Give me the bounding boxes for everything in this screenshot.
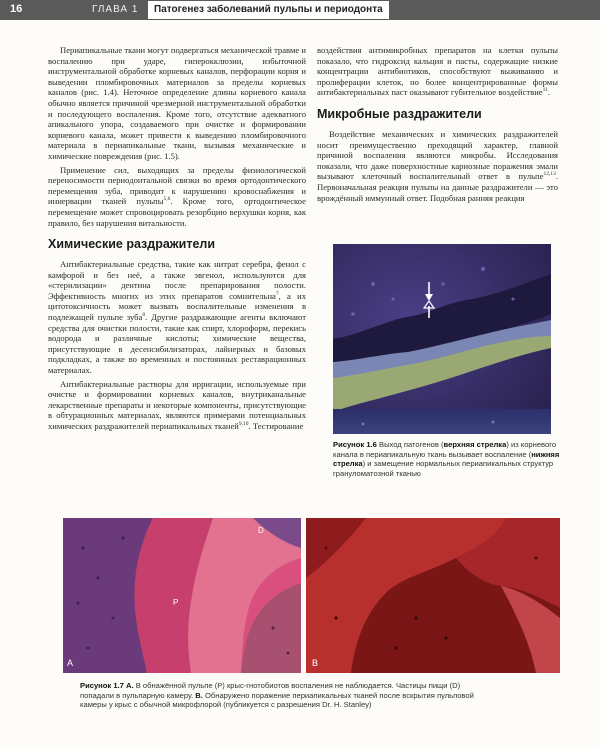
caption-label: Рисунок 1.7 — [80, 681, 124, 690]
histology-image — [333, 244, 551, 434]
label-d: D — [258, 526, 264, 535]
paragraph: Антибактериальные растворы для ирригации, используемые при очистке и формировании корневых каналов, внутриканальные лекарственные препараты и некоторые компоненты, присутствующие в обтурационных материалах, являются примерами потенциальных химических раздражителей периапикальных тканей$^{9,10}$. Тестирование — [48, 378, 306, 431]
figure-1-6-micrograph — [333, 244, 551, 434]
section-heading-chemical: Химические раздражители — [48, 237, 216, 252]
reference-mark: 12,13 — [543, 171, 556, 178]
histology-image-b — [306, 518, 560, 673]
right-text-column — [317, 45, 558, 206]
caption-label: Рисунок 1.6 — [333, 440, 377, 449]
reference-mark: 5,6 — [163, 196, 171, 203]
figure-1-7a-micrograph — [63, 518, 301, 673]
reference-mark: 7 — [275, 291, 279, 298]
paragraph: Антибактериальные средства, такие как нитрат серебра, фенол с камфорой и без неё, а также эвгенол, используются для «стерилизации» дентина после препарирования полости. Эффективность многих из этих препаратов сомнительна$^7$, а их цитотоксичность может вызвать воспалительные изменения в подлежащей пульпе зуба$^8$. Другие раздражающие агенты включают средства для очистки полости, такие как спирт, хлороформ, перекись водорода и различные кислоты; химические вещества, присутствующие в десенсибилизаторах, лайнерных и базовых подкладках, а также во временных и постоянных реставрационных материалах. — [48, 259, 307, 376]
label-p: P — [173, 598, 179, 607]
chapter-title: Патогенез заболеваний пульпы и периодонта — [148, 1, 389, 19]
figure-1-7b-micrograph — [306, 518, 560, 673]
figure-1-7-caption: Рисунок 1.7 A. В обнажённой пульпе (P) крыс-гнотобиотов воспаления не наблюдается. Частицы пищи (D) попадали в пульпарную камеру. B. Обнаружено поражение периапикальных тканей после вскрытия пульповой камеры у крыс с обычной микрофлорой (публикуется с разрешения Dr. H. Stanley) — [80, 681, 474, 710]
running-header — [0, 0, 600, 20]
reference-mark: 8 — [142, 312, 146, 319]
chapter-label: ГЛАВА 1 — [92, 4, 139, 15]
panel-label-a: A — [67, 658, 74, 668]
paragraph: Воздействие механических и химических раздражителей носит преимущественно преходящий характер, главной причиной воспаления являются микробы. Исследования показали, что даже поверхностные кариозные поражения эмали вызывают клеточный воспалительный ответ в пульпе$^{12,13}$. Первоначальная реакция пульпы на данные раздражители — это врождённый иммунный ответ. Подобная ранняя реакция — [317, 128, 558, 203]
figure-1-6-caption: Рисунок 1.6 Выход патогенов (верхняя стрелка) из корневого канала в периапикальную ткань вызывает воспаление (нижняя стрелка) и замещение нормальных периапикальных структур грануломатозной тканью — [333, 440, 560, 478]
left-text-column — [48, 45, 306, 435]
paragraph: воздействия антимикробных препаратов на клетки пульпы показало, что гидроксид кальция и пасты, содержащие низкие концентрации антибиотиков, способствуют выживанию и пролиферации клеток, но более концентрированные формы антибактериальных паст оказывают губительное воздействие$^{11}$. — [317, 45, 558, 98]
reference-mark: 11 — [542, 87, 548, 94]
page-number: 16 — [10, 3, 23, 15]
paragraph: Периапикальные ткани могут подвергаться механической травме и воспалению при ударе, гиперокклюзии, избыточной инструментальной обработке корневых каналов, перфорации корня и выведении пломбировочных материалов за пределы корневых каналов (рис. 1.4). Неточное определение длины корневого канала обычно является причиной чрезмерной инструментальной обработки и последующего воспаления. Кроме того, отсутствие адекватного апикального упора, создаваемого при очистке и формировании корневого канала, может привести к выведению пломбировочного материала в периапикальные ткани, вызывая механические и химические повреждения (рис. 1.5). — [48, 45, 306, 161]
section-heading-microbial: Микробные раздражители — [317, 106, 482, 121]
reference-mark: 9,10 — [238, 421, 249, 428]
paragraph: Применение сил, выходящих за пределы физиологической переносимости периодонтальной связки во время ортодонтического перемещения зуба, приводит к нарушению кровоснабжения и иннервации тканей пульпы$^{5,6}$. Кроме того, ортодонтическое перемещение может спровоцировать резорбцию верхушки корня, как правило, без нарушения витальности. — [48, 164, 306, 228]
panel-label-b: B — [312, 658, 319, 668]
histology-image-a — [63, 518, 301, 673]
